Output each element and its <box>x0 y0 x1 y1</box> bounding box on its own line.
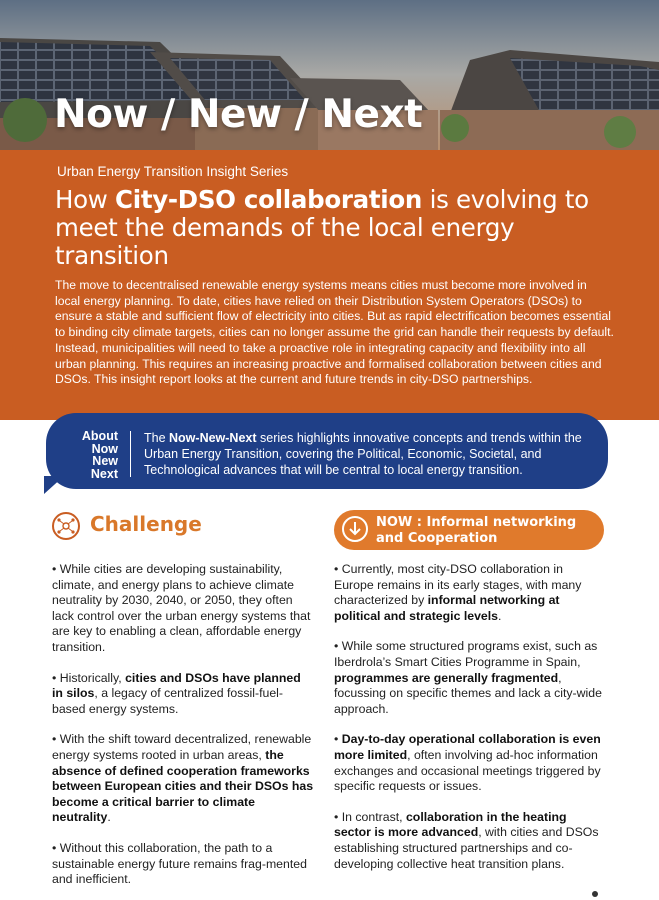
list-item: • Currently, most city-DSO collaboration in Europe remains in its early stages, with many characterized by informal networking at political and strategic levels. <box>334 562 582 623</box>
now-title: NOW : Informal networking and Cooperation <box>376 515 577 546</box>
challenge-list <box>52 562 314 888</box>
intro-band <box>0 150 659 420</box>
challenge-section <box>52 510 314 900</box>
challenge-title: Challenge <box>90 512 202 536</box>
series-name: Now-New-Next <box>169 431 257 445</box>
brand-title: Now / New / Next <box>54 92 423 137</box>
about-divider <box>130 431 131 477</box>
list-item: • While cities are developing sustainability, climate, and energy plans to achieve climate neutrality by 2030, 2040, or 2050, they often lack control over the urban energy systems that are key to enabling a clean, affordable energy transition. <box>52 562 311 654</box>
about-callout <box>46 413 608 489</box>
intro-paragraph: The move to decentralised renewable energy systems means cities must become more involved in local energy planning. To date, cities have relied on their Distribution System Operators (DSOs) to ensure a stable and sufficient flow of electricity into cities. But as rapid electrification becomes essential to binding city climate targets, cities can no longer assume the grid can handle their requests by default. Instead, municipalities will need to take a proactive role in integrating capacity and flexibility into all urban planning. This requires an increasing proactive and formalised collaboration between cities and DSOs. This insight report looks at the current and future trends in city-DSO partnerships. <box>55 278 614 387</box>
page-title: How City-DSO collaboration is evolving to meet the demands of the local energy transition <box>55 185 589 270</box>
network-hub-icon <box>52 512 80 540</box>
arrow-down-circle-icon <box>342 516 368 542</box>
hero-image <box>0 0 659 150</box>
title-emphasis: City-DSO collaboration <box>115 185 423 214</box>
about-text: The Now-New-Next series highlights innovative concepts and trends within the Urban Energy Transition, covering the Political, Economic, Societal, and Technological advances that will be central to local energy transition. <box>144 431 582 477</box>
page-marker <box>592 891 598 897</box>
list-item: • While some structured programs exist, such as Iberdrola’s Smart Cities Programme in Spain, programmes are generally fragmented, focussing on specific themes and lack a city-wide approach. <box>334 639 602 716</box>
series-label: Urban Energy Transition Insight Series <box>57 164 289 179</box>
list-item: • Historically, cities and DSOs have planned in silos, a legacy of centralized fossil-fuel-based energy systems. <box>52 670 301 716</box>
list-item: • Day-to-day operational collaboration is even more limited, often involving ad-hoc information exchanges and occasional meetings triggered by specific requests or issues. <box>334 732 601 794</box>
list-item: • In contrast, collaboration in the heating sector is more advanced, with cities and DSOs establishing structured partnerships and co-developing collective heat transition plans. <box>334 809 599 871</box>
challenge-heading <box>52 510 314 546</box>
list-item: • Without this collaboration, the path to a sustainable energy future remains frag-mented and inefficient. <box>52 840 307 887</box>
now-section <box>334 510 604 887</box>
about-label: About Now New Next <box>81 429 118 481</box>
list-item: • With the shift toward decentralized, renewable energy systems rooted in urban areas, the absence of defined cooperation frameworks between European cities and their DSOs has become a critical barrier to climate neutrality. <box>52 732 314 825</box>
now-list <box>334 562 604 872</box>
now-heading <box>334 510 604 550</box>
